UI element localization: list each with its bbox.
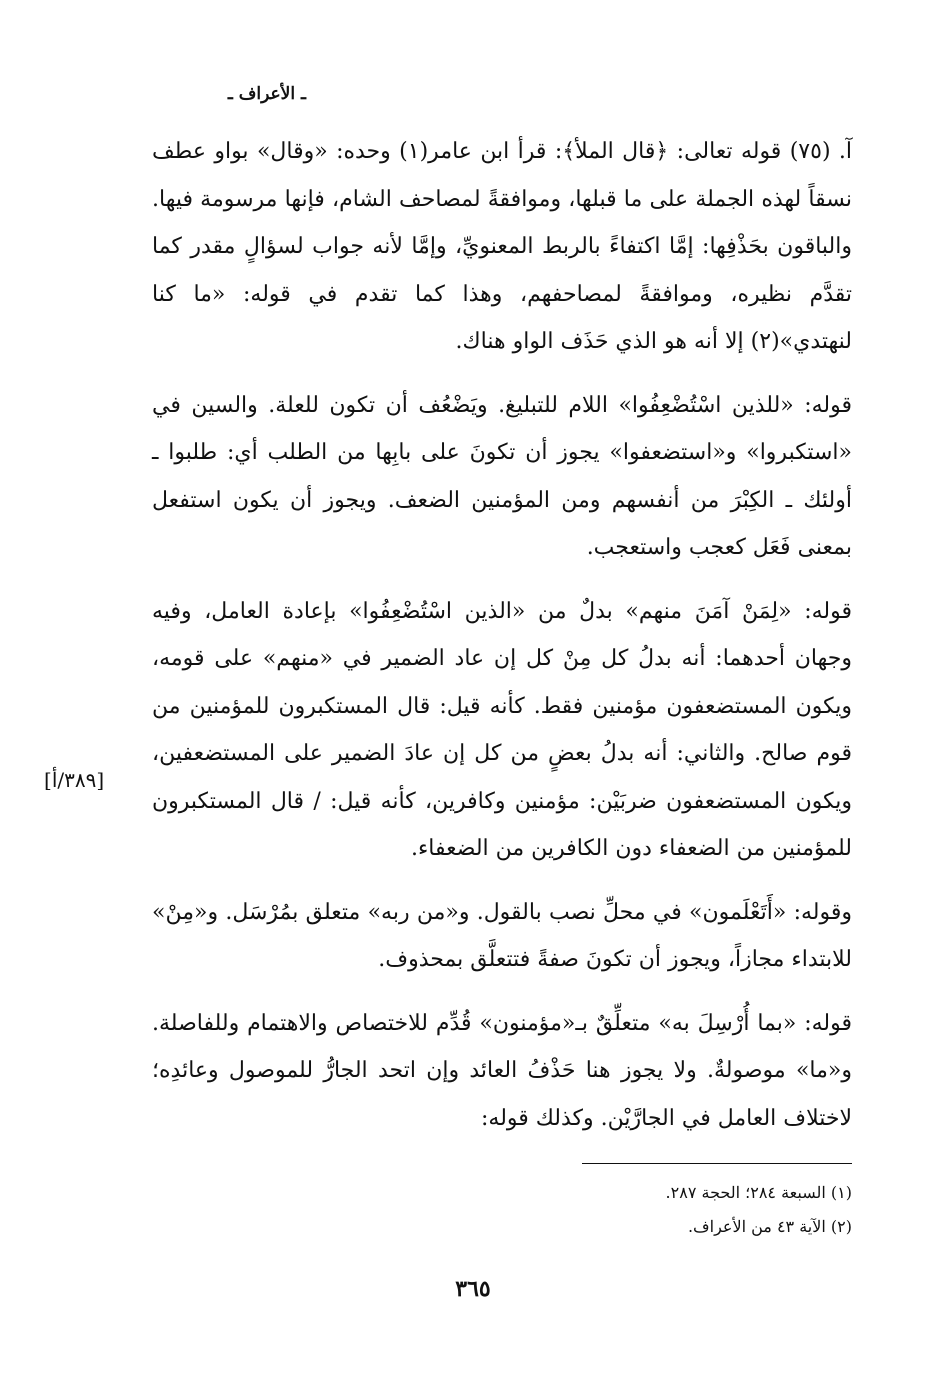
footnote-1: (١) السبعة ٢٨٤؛ الحجة ٢٨٧. — [665, 1183, 852, 1202]
running-header: ـ الأعراف ـ — [227, 84, 306, 104]
footnote-2: (٢) الآية ٤٣ من الأعراف. — [687, 1217, 852, 1236]
paragraph-2: قوله: «للذين اسْتُضْعِفُوا» اللام للتبليغ. ويَضْعُف أن تكون للعلة. والسين في «استكبروا» و«استضعفوا» يجوز أن تكونَ على بابِها من الطلب أي: طلبوا ـ أولئك ـ الكِبْرَ من أنفسهم ومن المؤمنين الضعف. ويجوز أن يكون استفعل بمعنى فَعَل كعجب واستعجب. — [152, 392, 852, 560]
page-number: ٣٦٥ — [455, 1276, 491, 1302]
footnotes — [352, 1176, 852, 1244]
main-text — [152, 128, 852, 1158]
footnote-divider — [582, 1163, 852, 1164]
paragraph-4: وقوله: «أَتَعْلَمون» في محلِّ نصب بالقول. و«من ربه» متعلق بمُرْسَل. و«مِنْ» للابتداء مجازاً، ويجوز أن تكونَ صفةً فتتعلَّق بمحذوف. — [152, 899, 852, 972]
paragraph-5: قوله: «بما أُرْسِلَ به» متعلِّقٌ بـ«مؤمنون» قُدِّم للاختصاص والاهتمام وللفاصلة. و«ما» موصولةٌ. ولا يجوز هنا حَذْفُ العائد وإن اتحد الجارُّ للموصول وعائدِه؛ لاختلاف العامل في الجارَّيْن. وكذلك قوله: — [152, 1010, 852, 1131]
paragraph-1: آ. (٧٥) قوله تعالى: ﴿قال الملأ﴾: قرأ ابن عامر(١) وحده: «وقال» بواو عطف نسقاً لهذه الجملة على ما قبلها، وموافقةً لمصاحف الشام، فإنها مرسومة فيها. والباقون بحَذْفِها: إمَّا اكتفاءً بالربط المعنويِّ، وإمَّا لأنه جواب لسؤالٍ مقدر كما تقدَّم نظيره، وموافقةً لمصاحفهم، وهذا كما تقدم في قوله: «ما كنا لنهتدي»(٢) إلا أنه هو الذي حَذَف الواو هناك. — [152, 139, 853, 354]
folio-marker: [٣٨٩/أ] — [44, 768, 105, 792]
paragraph-3: قوله: «لِمَنْ آمَنَ منهم» بدلٌ من «الذين اسْتُضْعِفُوا» بإعادة العامل، وفيه وجهان أحدهما: أنه بدلُ كل مِنْ كل إن عاد الضمير في «منهم» على قومه، ويكون المستضعفون مؤمنين فقط. كأنه قيل: قال المستكبرون للمؤمنين من قوم صالح. والثاني: أنه بدلُ بعضٍ من كل إن عادَ الضمير على المستضعفين، ويكون المستضعفون ضربَيْن: مؤمنين وكافرين، كأنه قيل: / قال المستكبرون للمؤمنين من الضعفاء دون الكافرين من الضعفاء. — [152, 598, 852, 861]
